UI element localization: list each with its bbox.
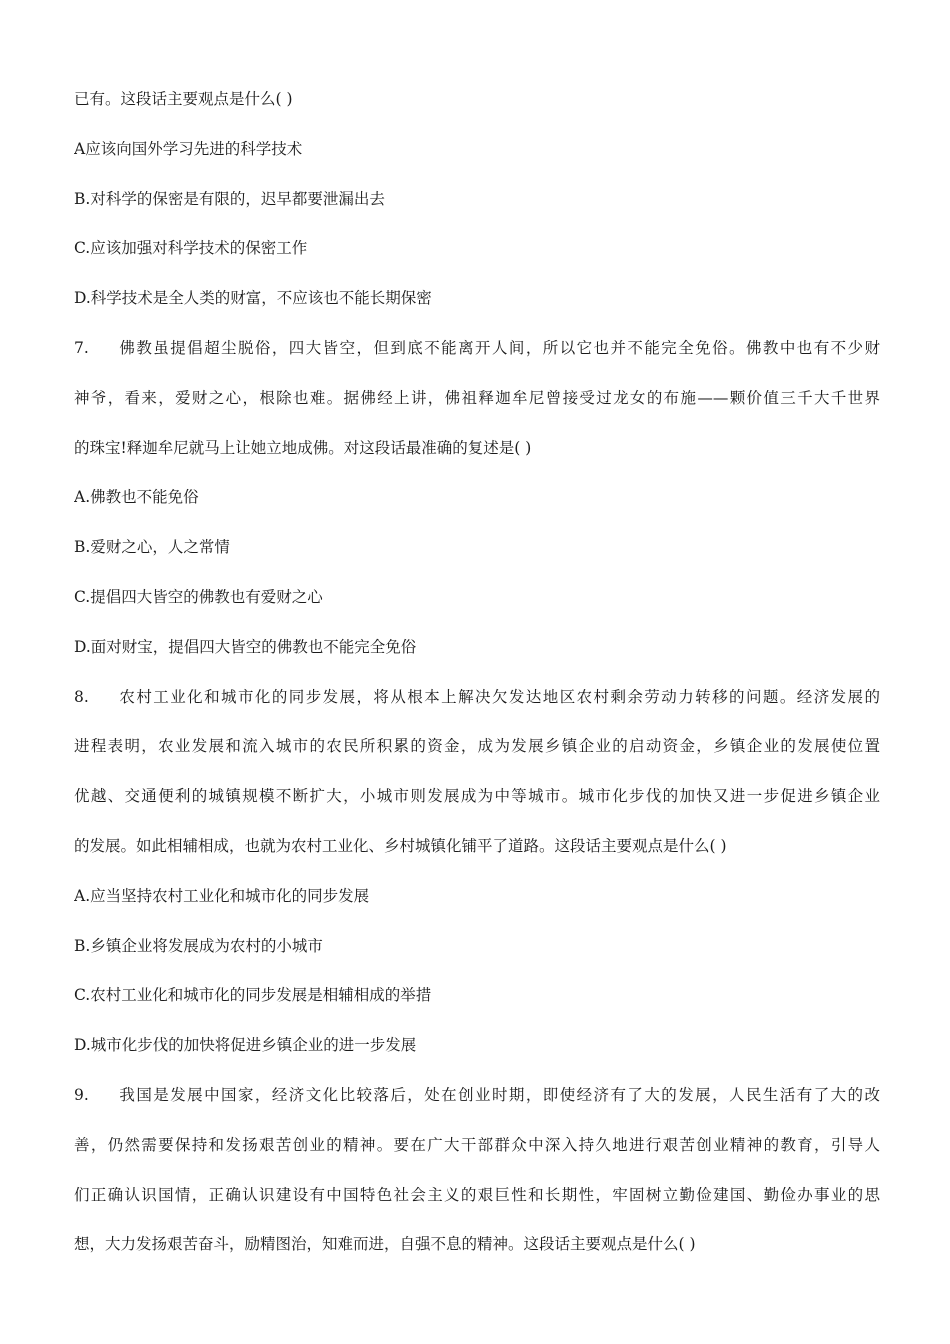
q8-option-b: B.乡镇企业将发展成为农村的小城市 [74, 936, 323, 955]
q7-option-a: A.佛教也不能免俗 [74, 488, 199, 507]
q8-option-c: C.农村工业化和城市化的同步发展是相辅相成的举措 [74, 986, 432, 1005]
q9-line-4: 想，大力发扬艰苦奋斗，励精图治，知难而进，自强不息的精神。这段话主要观点是什么( ) [74, 1235, 696, 1254]
q9-number: 9. [74, 1085, 89, 1104]
q8-option-a: A.应当坚持农村工业化和城市化的同步发展 [74, 886, 370, 905]
q8-number: 8. [74, 687, 89, 706]
document-page [74, 84, 880, 1279]
q6-option-c: C.应该加强对科学技术的保密工作 [74, 239, 308, 258]
q6-option-b: B.对科学的保密是有限的，迟早都要泄漏出去 [74, 189, 385, 208]
q9-line-2: 善，仍然需要保持和发扬艰苦创业的精神。要在广大干部群众中深入持久地进行艰苦创业精神的教育，引导人 [74, 1135, 880, 1154]
q7-number: 7. [74, 338, 89, 357]
q7-option-d: D.面对财宝，提倡四大皆空的佛教也不能完全免俗 [74, 637, 417, 656]
q8-option-d: D.城市化步伐的加快将促进乡镇企业的进一步发展 [74, 1036, 417, 1055]
q7-line-1-text: 佛教虽提倡超尘脱俗，四大皆空，但到底不能离开人间，所以它也并不能完全免俗。佛教中也有不少财 [118, 338, 880, 357]
q8-line-1-text: 农村工业化和城市化的同步发展，将从根本上解决欠发达地区农村剩余劳动力转移的问题。经济发展的 [118, 687, 880, 706]
q9-line-3: 们正确认识国情，正确认识建设有中国特色社会主义的艰巨性和长期性，牢固树立勤俭建国、勤俭办事业的思 [74, 1185, 880, 1204]
q7-option-c: C.提倡四大皆空的佛教也有爱财之心 [74, 587, 323, 606]
q8-stem [74, 682, 880, 861]
q9-line-1 [74, 1080, 880, 1110]
q8-line-2: 进程表明，农业发展和流入城市的农民所积累的资金，成为发展乡镇企业的启动资金，乡镇企业的发展使位置 [74, 737, 880, 756]
q9-line-1-text: 我国是发展中国家，经济文化比较落后，处在创业时期，即使经济有了大的发展，人民生活有了大的改 [118, 1085, 880, 1104]
q8-line-1 [74, 682, 880, 712]
q7-line-1 [74, 333, 880, 363]
q7-line-2: 神爷，看来，爱财之心，根除也难。据佛经上讲，佛祖释迦牟尼曾接受过龙女的布施——颗价值三千大千世界 [74, 388, 880, 407]
q6-option-d: D.科学技术是全人类的财富，不应该也不能长期保密 [74, 289, 432, 308]
q6-option-a: A应该向国外学习先进的科学技术 [74, 139, 303, 158]
q7-stem [74, 333, 880, 463]
q7-option-b: B.爱财之心，人之常情 [74, 538, 230, 557]
q8-line-4: 的发展。如此相辅相成，也就为农村工业化、乡村城镇化铺平了道路。这段话主要观点是什么( ) [74, 836, 727, 855]
q8-line-3: 优越、交通便利的城镇规模不断扩大，小城市则发展成为中等城市。城市化步伐的加快又进一步促进乡镇企业 [74, 787, 880, 806]
q9-stem [74, 1080, 880, 1259]
q7-line-3: 的珠宝!释迦牟尼就马上让她立地成佛。对这段话最准确的复述是( ) [74, 438, 532, 457]
q6-stem-tail: 已有。这段话主要观点是什么( ) [74, 90, 293, 108]
